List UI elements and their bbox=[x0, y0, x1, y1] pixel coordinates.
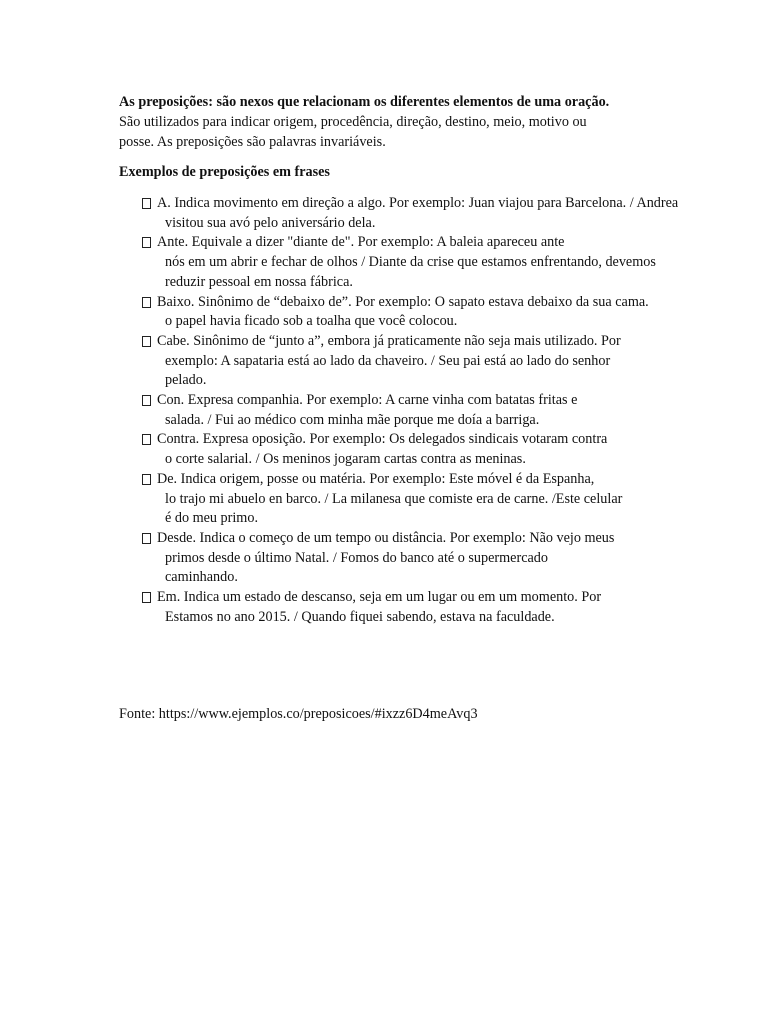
missing-glyph-bullet-icon bbox=[142, 336, 151, 347]
example-continuation-line: lo trajo mi abuelo en barco. / La milanesa que comiste era de carne. /Este celular bbox=[165, 490, 623, 507]
examples-list bbox=[141, 194, 701, 627]
list-item bbox=[141, 293, 701, 332]
list-item bbox=[141, 332, 701, 391]
missing-glyph-bullet-icon bbox=[142, 533, 151, 544]
example-first-line: Contra. Expresa oposição. Por exemplo: Os delegados sindicais votaram contra bbox=[157, 431, 608, 448]
example-continuation-line: Estamos no ano 2015. / Quando fiquei sabendo, estava na faculdade. bbox=[165, 608, 555, 625]
example-first-line: Ante. Equivale a dizer "diante de". Por exemplo: A baleia apareceu ante bbox=[157, 234, 565, 251]
intro-paragraph bbox=[119, 92, 699, 152]
example-continuation-line: o papel havia ficado sob a toalha que você colocou. bbox=[165, 313, 458, 330]
example-continuation-line: salada. / Fui ao médico com minha mãe porque me doía a barriga. bbox=[165, 411, 540, 428]
example-continuation-line: pelado. bbox=[165, 372, 207, 389]
example-first-line: Desde. Indica o começo de um tempo ou distância. Por exemplo: Não vejo meus bbox=[157, 529, 615, 546]
missing-glyph-bullet-icon bbox=[142, 474, 151, 485]
example-first-line: A. Indica movimento em direção a algo. Por exemplo: Juan viajou para Barcelona. / Andrea bbox=[157, 195, 679, 211]
missing-glyph-bullet-icon bbox=[142, 297, 151, 308]
intro-line-2: São utilizados para indicar origem, procedência, direção, destino, meio, motivo ou bbox=[119, 114, 587, 130]
example-first-line: Em. Indica um estado de descanso, seja em um lugar ou em um momento. Por bbox=[157, 589, 602, 606]
intro-line-3: posse. As preposições são palavras invariáveis. bbox=[119, 134, 386, 150]
example-continuation-line: o corte salarial. / Os meninos jogaram cartas contra as meninas. bbox=[165, 451, 526, 468]
example-first-line: Cabe. Sinônimo de “junto a”, embora já praticamente não seja mais utilizado. Por bbox=[157, 332, 621, 349]
example-continuation-line: exemplo: A sapataria está ao lado da chaveiro. / Seu pai está ao lado do senhor bbox=[165, 352, 611, 369]
example-continuation-line: visitou sua avó pelo aniversário dela. bbox=[165, 214, 376, 231]
list-item bbox=[141, 588, 701, 627]
examples-heading: Exemplos de preposições em frases bbox=[119, 164, 330, 180]
list-item bbox=[141, 529, 701, 588]
list-item bbox=[141, 233, 701, 292]
example-continuation-line: caminhando. bbox=[165, 569, 238, 586]
example-first-line: Con. Expresa companhia. Por exemplo: A carne vinha com batatas fritas e bbox=[157, 392, 578, 409]
example-first-line: De. Indica origem, posse ou matéria. Por exemplo: Este móvel é da Espanha, bbox=[157, 470, 595, 487]
intro-lead: As preposições: são nexos que relacionam os diferentes elementos de uma oração. bbox=[119, 94, 610, 110]
source-line: Fonte: https://www.ejemplos.co/preposicoes/#ixzz6D4meAvq3 bbox=[119, 706, 478, 722]
missing-glyph-bullet-icon bbox=[142, 198, 151, 209]
list-item bbox=[141, 470, 701, 529]
missing-glyph-bullet-icon bbox=[142, 237, 151, 248]
example-first-line: Baixo. Sinônimo de “debaixo de”. Por exemplo: O sapato estava debaixo da sua cama. bbox=[157, 293, 649, 310]
example-continuation-line: é do meu primo. bbox=[165, 510, 258, 527]
missing-glyph-bullet-icon bbox=[142, 395, 151, 406]
list-item bbox=[141, 194, 701, 233]
example-continuation-line: primos desde o último Natal. / Fomos do banco até o supermercado bbox=[165, 549, 548, 566]
list-item bbox=[141, 391, 701, 430]
list-item bbox=[141, 430, 701, 469]
missing-glyph-bullet-icon bbox=[142, 434, 151, 445]
missing-glyph-bullet-icon bbox=[142, 592, 151, 603]
example-continuation-line: nós em um abrir e fechar de olhos / Diante da crise que estamos enfrentando, devemos bbox=[165, 254, 656, 271]
example-continuation-line: reduzir pessoal em nossa fábrica. bbox=[165, 273, 353, 290]
